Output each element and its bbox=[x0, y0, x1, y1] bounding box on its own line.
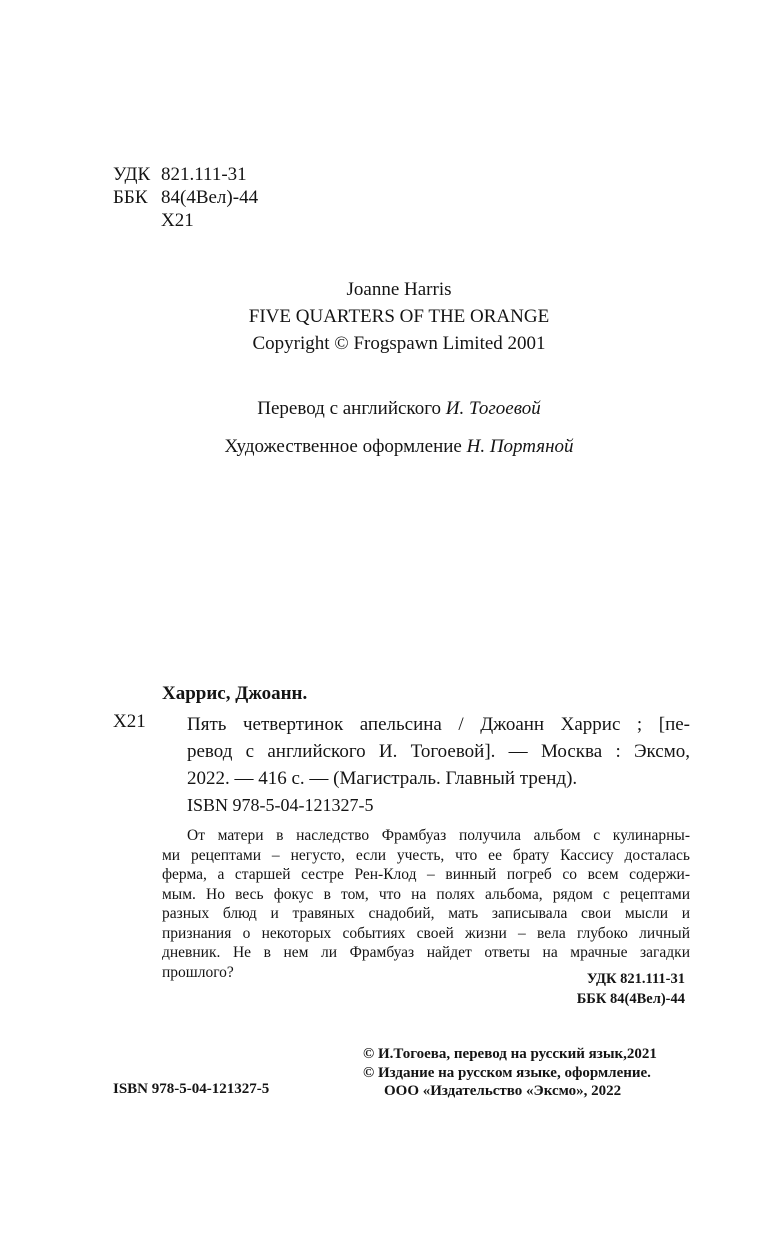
bibliographic-line: ревод с английского И. Тогоевой]. — Москва : Эксмо, bbox=[187, 741, 690, 762]
design-prefix: Художественное оформление bbox=[224, 436, 467, 457]
footer-isbn: ISBN 978-5-04-121327-5 bbox=[113, 1081, 270, 1097]
design-credit bbox=[0, 436, 768, 458]
author-mark-row bbox=[113, 209, 258, 232]
copyright-block bbox=[363, 1045, 657, 1101]
annotation-line: ферма, а старшей сестре Рен-Клод – винный погреб со всем содержи- bbox=[162, 866, 690, 883]
bibliographic-isbn: ISBN 978-5-04-121327-5 bbox=[187, 795, 374, 815]
bibliographic-line: Пять четвертинок апельсина / Джоанн Харрис ; [пе- bbox=[187, 714, 690, 735]
annotation bbox=[162, 826, 690, 982]
bibliographic-code: Х21 bbox=[113, 711, 146, 732]
bibliographic-description bbox=[187, 711, 690, 792]
copyright-line: © И.Тогоева, перевод на русский язык,2021 bbox=[363, 1046, 657, 1062]
bibliographic-line: 2022. — 416 с. — (Магистраль. Главный тренд). bbox=[187, 768, 578, 789]
author-mark: Х21 bbox=[161, 210, 194, 231]
bbk-value: 84(4Вел)-44 bbox=[161, 187, 259, 208]
annotation-line: прошлого? bbox=[162, 963, 234, 981]
bbk-label: ББК bbox=[113, 187, 148, 208]
udk-value: 821.111-31 bbox=[161, 164, 247, 185]
copyright-line: ООО «Издательство «Эксмо», 2022 bbox=[384, 1083, 622, 1099]
translation-prefix: Перевод с английского bbox=[257, 398, 446, 419]
annotation-line: мым. Но весь фокус в том, что на полях альбома, рядом с рецептами bbox=[162, 885, 690, 903]
annotation-line: дневник. Не в нем ли Фрамбуаз найдет ответы на мрачные загадки bbox=[162, 944, 690, 961]
copyright-line: © Издание на русском языке, оформление. bbox=[363, 1064, 651, 1081]
annotation-line: разных блюд и травяных снадобий, мать записывала свои мысли и bbox=[162, 905, 690, 922]
translation-credit bbox=[0, 398, 768, 420]
annotation-bbk: ББК 84(4Вел)-44 bbox=[576, 991, 685, 1007]
classification-codes bbox=[113, 163, 258, 232]
annotation-line: От матери в наследство Фрамбуаз получила альбом с кулинарны- bbox=[187, 827, 690, 844]
bibliographic-heading: Харрис, Джоанн. bbox=[162, 683, 308, 704]
designer-name: Н. Портяной bbox=[466, 436, 574, 457]
annotation-udk: УДК 821.111-31 bbox=[586, 971, 685, 987]
translator-name: И. Тогоевой bbox=[445, 398, 541, 419]
bbk-row bbox=[113, 186, 258, 209]
udk-row bbox=[113, 163, 258, 186]
annotation-line: признания о некоторых событиях своей жизни – вела глубоко личный bbox=[162, 924, 690, 942]
annotation-line: ми рецептами – негусто, если учесть, что ее брату Кассису досталась bbox=[162, 846, 690, 864]
original-copyright: Copyright © Frogspawn Limited 2001 bbox=[252, 333, 546, 354]
original-title: FIVE QUARTERS OF THE ORANGE bbox=[248, 306, 550, 327]
original-author: Joanne Harris bbox=[346, 279, 452, 300]
annotation-codes bbox=[577, 969, 685, 1009]
udk-label: УДК bbox=[113, 164, 151, 185]
